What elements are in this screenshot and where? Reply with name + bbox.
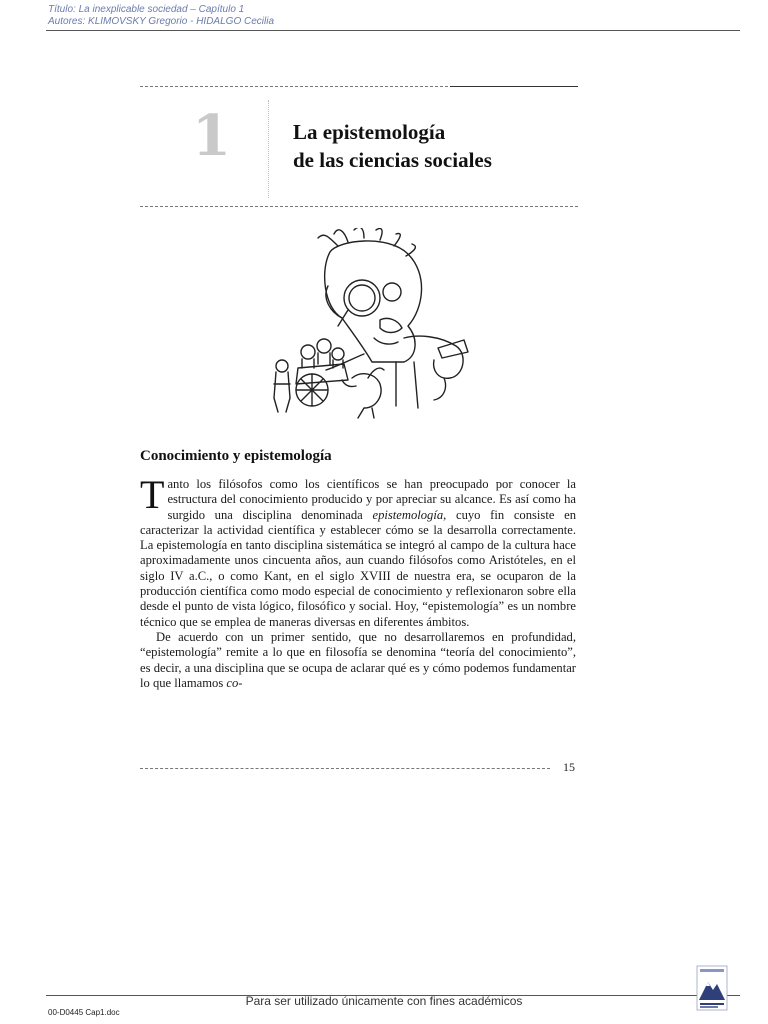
drop-cap: T [140,472,165,517]
paragraph-1-text-a: anto los filósofos como los científicos se han preocupado por conocer la estructura del conocimiento producido y por apreciar su alcance. Es así como ha surgido una disciplina denominada [167,477,576,522]
mountain-logo-icon [696,964,728,1012]
top-solid-rule [450,86,578,87]
footer-note: Para ser utilizado únicamente con fines académicos [245,994,523,1008]
chapter-title-line-1: La epistemología [293,120,446,144]
paragraph-1-text-b: , cuyo fin consiste en caracterizar la actividad científica y establecer cómo se la desarrolla correctamente. La epistemología en tanto disciplina sistemática se integró al campo de la cultura hace aproximadamente unos cincuenta años, aun cuando filósofos como Aristóteles, en el siglo IV a.C., o como Kant, en el siglo XVIII de nuestra era, se ocuparon de la producción científica como modo especial de conocimiento y reflexionaron sobre ella desde el punto de vista lógico, filosófico y social. Hoy, “epistemología” es un nombre técnico que se emplea de maneras diversas en diferentes ámbitos. [140,507,576,629]
header-authors: Autores: KLIMOVSKY Gregorio - HIDALGO Cecilia [48,16,275,27]
paragraph-2-text: De acuerdo con un primer sentido, que no desarrollaremos en profundidad, “epistemología” remite a lo que en filosofía se denomina “teoría del conocimiento”, es decir, a una disciplina que se ocupa de aclarar qué es y cómo podemos fundamentar lo que llamamos [140,629,576,690]
document-header [48,4,274,28]
section-heading: Conocimiento y epistemología [140,448,332,464]
cartoon-scientist-with-magnifying-glass-and-cart-icon [268,228,488,424]
page-number: 15 [563,760,575,774]
paragraph-2 [140,630,576,691]
body-text [140,472,576,691]
paragraph-2-emphasis: co- [226,675,243,690]
paragraph-1-emphasis: epistemología [372,507,444,522]
title-dashed-rule [140,206,578,207]
footer-filename: 00-D0445 Cap1.doc [48,1008,120,1017]
paragraph-1 [140,472,576,630]
chapter-title [293,118,492,174]
chapter-number: 1 [192,103,231,169]
bottom-dashed-rule [140,768,550,769]
chapter-title-line-2: de las ciencias sociales [293,148,492,172]
header-title: Título: La inexplicable sociedad – Capítulo 1 [48,4,245,15]
header-divider [46,30,740,31]
